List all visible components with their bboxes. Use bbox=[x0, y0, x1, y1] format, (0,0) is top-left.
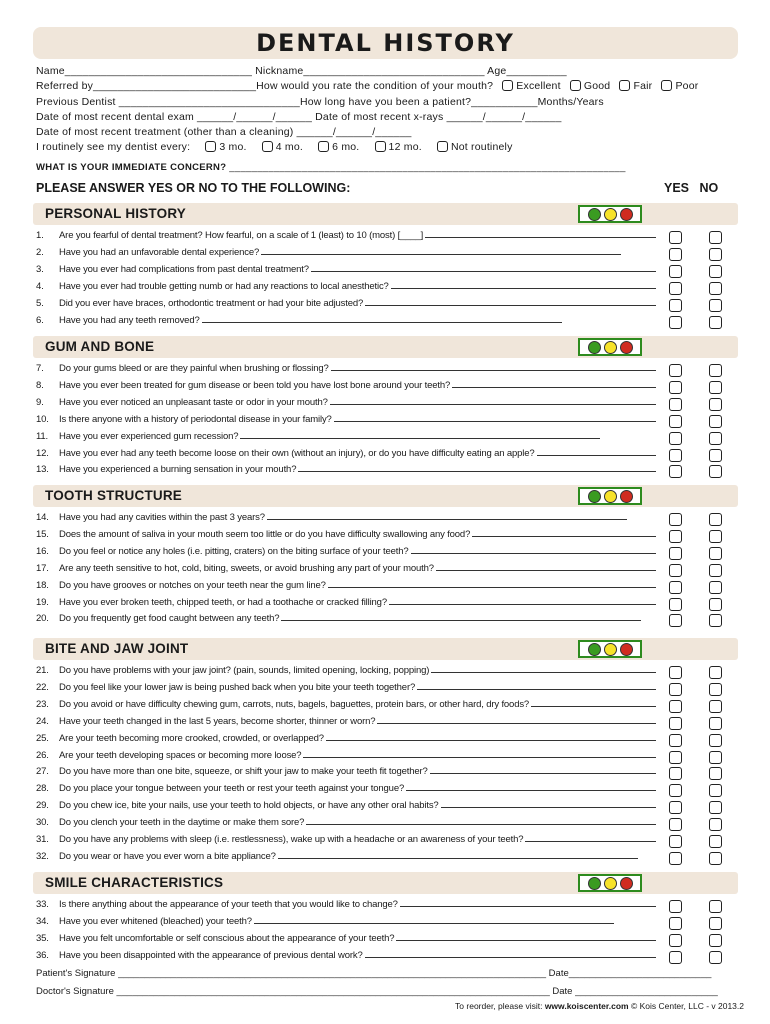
yes-checkbox[interactable] bbox=[669, 248, 682, 261]
section-smile-characteristics bbox=[33, 872, 738, 894]
referred-rating-line bbox=[36, 80, 698, 92]
section-title: BITE AND JAW JOINT bbox=[45, 641, 189, 656]
question-text: Have you ever had trouble getting numb or had any reactions to local anesthetic? bbox=[59, 281, 389, 292]
answer-line[interactable] bbox=[431, 665, 656, 673]
question-text: Do you avoid or have difficulty chewing gum, carrots, nuts, bagels, baguettes, protein bars, or other hard, dry foods? bbox=[59, 699, 530, 710]
no-checkbox[interactable] bbox=[709, 381, 722, 394]
yellow-light-icon bbox=[604, 877, 617, 890]
yellow-light-icon bbox=[604, 490, 617, 503]
question-text: Do you chew ice, bite your nails, use your teeth to hold objects, or have any other oral habits? bbox=[59, 800, 439, 811]
question-text: Do you place your tongue between your teeth or rest your teeth against your tongue? bbox=[59, 783, 405, 794]
rating-poor-checkbox[interactable] bbox=[661, 80, 672, 91]
question-number: 6. bbox=[36, 315, 44, 326]
question-text: Is there anyone with a history of periodontal disease in your family? bbox=[59, 414, 332, 425]
recent-treatment-line[interactable]: Date of most recent treatment (other than a cleaning) ______/______/______ bbox=[36, 126, 412, 138]
no-checkbox[interactable] bbox=[709, 801, 722, 814]
question-row bbox=[36, 750, 656, 766]
yes-checkbox[interactable] bbox=[669, 784, 682, 797]
yes-checkbox[interactable] bbox=[669, 364, 682, 377]
question-number: 15. bbox=[36, 529, 49, 540]
answer-line[interactable] bbox=[311, 264, 656, 272]
no-checkbox[interactable] bbox=[709, 784, 722, 797]
green-light-icon bbox=[588, 208, 601, 221]
question-text: Do you clench your teeth in the daytime or make them sore? bbox=[59, 817, 305, 828]
answer-line[interactable] bbox=[261, 247, 621, 255]
question-row bbox=[36, 414, 656, 430]
question-number: 32. bbox=[36, 851, 49, 862]
yes-checkbox[interactable] bbox=[669, 751, 682, 764]
answer-line[interactable] bbox=[537, 448, 656, 456]
yes-checkbox[interactable] bbox=[669, 449, 682, 462]
answer-line[interactable] bbox=[298, 464, 656, 472]
answer-line[interactable] bbox=[425, 230, 656, 238]
yes-checkbox[interactable] bbox=[669, 734, 682, 747]
immediate-concern[interactable] bbox=[36, 162, 626, 173]
question-text: Do you have problems with your jaw joint? (pain, sounds, limited opening, locking, popping) bbox=[59, 665, 430, 676]
answer-line[interactable] bbox=[472, 529, 656, 537]
yes-checkbox[interactable] bbox=[669, 231, 682, 244]
rating-good-label: Good bbox=[583, 80, 611, 92]
section-gum-and-bone bbox=[33, 336, 738, 358]
no-checkbox[interactable] bbox=[709, 513, 722, 526]
no-checkbox[interactable] bbox=[709, 398, 722, 411]
no-checkbox[interactable] bbox=[709, 364, 722, 377]
question-text: Have you ever had complications from past dental treatment? bbox=[59, 264, 309, 275]
question-row bbox=[36, 264, 656, 280]
footer-prefix: To reorder, please visit: bbox=[455, 1001, 545, 1011]
question-text: Are any teeth sensitive to hot, cold, biting, sweets, or avoid brushing any part of your mouth? bbox=[59, 563, 434, 574]
question-number: 8. bbox=[36, 380, 44, 391]
answer-line[interactable] bbox=[411, 546, 656, 554]
no-checkbox[interactable] bbox=[709, 598, 722, 611]
section-title: PERSONAL HISTORY bbox=[45, 206, 186, 221]
section-personal-history bbox=[33, 203, 738, 225]
freq-12mo-label: 12 mo. bbox=[388, 141, 422, 153]
question-row bbox=[36, 298, 656, 314]
no-checkbox[interactable] bbox=[709, 666, 722, 679]
question-text: Is there anything about the appearance of your teeth that you would like to change? bbox=[59, 899, 398, 910]
yes-checkbox[interactable] bbox=[669, 564, 682, 577]
question-row bbox=[36, 916, 656, 932]
question-text: Have you ever had any teeth become loose on their own (without an injury), or do you have difficulty eating an apple? bbox=[59, 448, 535, 459]
section-bite-and-jaw-joint bbox=[33, 638, 738, 660]
question-row bbox=[36, 247, 656, 263]
question-number: 4. bbox=[36, 281, 44, 292]
question-number: 12. bbox=[36, 448, 49, 459]
question-number: 24. bbox=[36, 716, 49, 727]
red-light-icon bbox=[620, 341, 633, 354]
yellow-light-icon bbox=[604, 341, 617, 354]
answer-line[interactable] bbox=[267, 512, 627, 520]
green-light-icon bbox=[588, 341, 601, 354]
section-title: TOOTH STRUCTURE bbox=[45, 488, 182, 503]
rating-fair-checkbox[interactable] bbox=[619, 80, 630, 91]
question-number: 30. bbox=[36, 817, 49, 828]
rating-excellent-checkbox[interactable] bbox=[502, 80, 513, 91]
question-row bbox=[36, 363, 656, 379]
question-row bbox=[36, 315, 656, 331]
answer-line[interactable] bbox=[417, 682, 656, 690]
question-text: Are your teeth developing spaces or becoming more loose? bbox=[59, 750, 302, 761]
question-number: 14. bbox=[36, 512, 49, 523]
no-checkbox[interactable] bbox=[709, 465, 722, 478]
yellow-light-icon bbox=[604, 208, 617, 221]
no-checkbox[interactable] bbox=[709, 316, 722, 329]
answer-line[interactable] bbox=[278, 851, 638, 859]
yes-checkbox[interactable] bbox=[669, 415, 682, 428]
green-light-icon bbox=[588, 643, 601, 656]
yes-checkbox[interactable] bbox=[669, 581, 682, 594]
question-text: Have you had any teeth removed? bbox=[59, 315, 200, 326]
instructions: PLEASE ANSWER YES OR NO TO THE FOLLOWING: bbox=[36, 181, 351, 195]
no-checkbox[interactable] bbox=[709, 751, 722, 764]
question-number: 2. bbox=[36, 247, 44, 258]
yes-checkbox[interactable] bbox=[669, 316, 682, 329]
question-row bbox=[36, 950, 656, 966]
yes-checkbox[interactable] bbox=[669, 700, 682, 713]
doctor-signature-line[interactable]: Doctor's Signature __________________________________________________________________________________ Date ___________________________ bbox=[36, 986, 718, 997]
no-checkbox[interactable] bbox=[709, 852, 722, 865]
answer-line[interactable] bbox=[202, 315, 562, 323]
question-number: 20. bbox=[36, 613, 49, 624]
question-number: 33. bbox=[36, 899, 49, 910]
no-column-label: NO bbox=[699, 181, 719, 195]
rating-good-checkbox[interactable] bbox=[570, 80, 581, 91]
yes-checkbox[interactable] bbox=[669, 835, 682, 848]
green-light-icon bbox=[588, 877, 601, 890]
question-text: Do you feel or notice any holes (i.e. pitting, craters) on the biting surface of your teeth? bbox=[59, 546, 409, 557]
no-checkbox[interactable] bbox=[709, 564, 722, 577]
yes-checkbox[interactable] bbox=[669, 598, 682, 611]
question-number: 17. bbox=[36, 563, 49, 574]
question-text: Does the amount of saliva in your mouth seem too little or do you have difficulty swallowing any food? bbox=[59, 529, 471, 540]
yes-checkbox[interactable] bbox=[669, 381, 682, 394]
question-row bbox=[36, 448, 656, 464]
patient-signature-line[interactable]: Patient's Signature _________________________________________________________________________________ Date___________________________ bbox=[36, 968, 712, 979]
question-row bbox=[36, 800, 656, 816]
question-number: 18. bbox=[36, 580, 49, 591]
question-number: 13. bbox=[36, 464, 49, 475]
answer-line[interactable] bbox=[328, 580, 656, 588]
question-row bbox=[36, 230, 656, 246]
red-light-icon bbox=[620, 877, 633, 890]
answer-line[interactable] bbox=[396, 933, 656, 941]
visit-frequency-line bbox=[36, 141, 513, 153]
answer-line[interactable] bbox=[389, 597, 656, 605]
red-light-icon bbox=[620, 643, 633, 656]
answer-line[interactable] bbox=[525, 834, 656, 842]
concern-label: WHAT IS YOUR IMMEDIATE CONCERN? bbox=[36, 162, 227, 173]
question-number: 22. bbox=[36, 682, 49, 693]
traffic-light-icon bbox=[578, 338, 642, 356]
traffic-light-icon bbox=[578, 487, 642, 505]
answer-line[interactable] bbox=[281, 613, 641, 621]
yes-checkbox[interactable] bbox=[669, 432, 682, 445]
question-row bbox=[36, 733, 656, 749]
question-number: 7. bbox=[36, 363, 44, 374]
yes-no-header bbox=[664, 181, 718, 195]
question-text: Have you ever whitened (bleached) your teeth? bbox=[59, 916, 252, 927]
question-text: Have you ever experienced gum recession? bbox=[59, 431, 239, 442]
question-number: 27. bbox=[36, 766, 49, 777]
no-checkbox[interactable] bbox=[709, 734, 722, 747]
question-number: 3. bbox=[36, 264, 44, 275]
no-checkbox[interactable] bbox=[709, 547, 722, 560]
yes-checkbox[interactable] bbox=[669, 852, 682, 865]
question-row bbox=[36, 613, 656, 629]
question-row bbox=[36, 783, 656, 799]
freq-not-routinely-checkbox[interactable] bbox=[437, 141, 448, 152]
question-row bbox=[36, 380, 656, 396]
no-checkbox[interactable] bbox=[709, 248, 722, 261]
no-checkbox[interactable] bbox=[709, 917, 722, 930]
yes-checkbox[interactable] bbox=[669, 717, 682, 730]
yes-checkbox[interactable] bbox=[669, 767, 682, 780]
freq-3mo-checkbox[interactable] bbox=[205, 141, 216, 152]
freq-not-routinely-label: Not routinely bbox=[450, 141, 513, 153]
answer-line[interactable] bbox=[391, 281, 656, 289]
yes-checkbox[interactable] bbox=[669, 614, 682, 627]
question-row bbox=[36, 899, 656, 915]
question-text: Are you fearful of dental treatment? How fearful, on a scale of 1 (least) to 10 (most) [____] bbox=[59, 230, 424, 241]
yes-checkbox[interactable] bbox=[669, 818, 682, 831]
question-number: 19. bbox=[36, 597, 49, 608]
no-checkbox[interactable] bbox=[709, 265, 722, 278]
no-checkbox[interactable] bbox=[709, 683, 722, 696]
yes-checkbox[interactable] bbox=[669, 530, 682, 543]
question-row bbox=[36, 431, 656, 447]
question-number: 16. bbox=[36, 546, 49, 557]
question-number: 23. bbox=[36, 699, 49, 710]
question-text: Do you wear or have you ever worn a bite appliance? bbox=[59, 851, 276, 862]
yes-checkbox[interactable] bbox=[669, 513, 682, 526]
question-number: 1. bbox=[36, 230, 44, 241]
answer-line[interactable] bbox=[326, 733, 656, 741]
yes-checkbox[interactable] bbox=[669, 951, 682, 964]
question-row bbox=[36, 766, 656, 782]
referred-by-label[interactable]: Referred by___________________________How would you rate the condition of your mouth? bbox=[36, 80, 494, 92]
answer-line[interactable] bbox=[303, 750, 656, 758]
question-number: 5. bbox=[36, 298, 44, 309]
question-row bbox=[36, 817, 656, 833]
question-text: Have you had an unfavorable dental experience? bbox=[59, 247, 260, 258]
name-nickname-age-line[interactable]: Name_______________________________ Nickname______________________________ Age__________ bbox=[36, 65, 567, 77]
question-text: Do you feel like your lower jaw is being pushed back when you bite your teeth together? bbox=[59, 682, 416, 693]
question-text: Do your gums bleed or are they painful when brushing or flossing? bbox=[59, 363, 329, 374]
question-row bbox=[36, 563, 656, 579]
freq-4mo-label: 4 mo. bbox=[275, 141, 304, 153]
question-number: 26. bbox=[36, 750, 49, 761]
previous-dentist-line[interactable]: Previous Dentist ______________________________How long have you been a patient?___________Months/Years bbox=[36, 96, 604, 108]
footer-copyright: © Kois Center, LLC - v 2013.2 bbox=[628, 1001, 744, 1011]
question-text: Have you been disappointed with the appearance of previous dental work? bbox=[59, 950, 363, 961]
yes-checkbox[interactable] bbox=[669, 900, 682, 913]
question-number: 35. bbox=[36, 933, 49, 944]
answer-line[interactable] bbox=[331, 363, 656, 371]
question-row bbox=[36, 933, 656, 949]
green-light-icon bbox=[588, 490, 601, 503]
yes-checkbox[interactable] bbox=[669, 465, 682, 478]
answer-line[interactable] bbox=[254, 916, 614, 924]
question-text: Do you have grooves or notches on your teeth near the gum line? bbox=[59, 580, 326, 591]
answer-line[interactable] bbox=[240, 431, 600, 439]
question-row bbox=[36, 546, 656, 562]
no-checkbox[interactable] bbox=[709, 717, 722, 730]
question-row bbox=[36, 512, 656, 528]
question-row bbox=[36, 682, 656, 698]
section-title: SMILE CHARACTERISTICS bbox=[45, 875, 224, 890]
concern-input-line[interactable]: _______________________________________________________________________ bbox=[229, 162, 626, 173]
answer-line[interactable] bbox=[531, 699, 656, 707]
answer-line[interactable] bbox=[441, 800, 656, 808]
answer-line[interactable] bbox=[436, 563, 656, 571]
question-row bbox=[36, 597, 656, 613]
answer-line[interactable] bbox=[452, 380, 656, 388]
question-row bbox=[36, 529, 656, 545]
rating-poor-label: Poor bbox=[675, 80, 699, 92]
question-row bbox=[36, 281, 656, 297]
traffic-light-icon bbox=[578, 640, 642, 658]
footer bbox=[455, 1001, 744, 1011]
yes-checkbox[interactable] bbox=[669, 282, 682, 295]
answer-line[interactable] bbox=[377, 716, 656, 724]
no-checkbox[interactable] bbox=[709, 767, 722, 780]
question-number: 31. bbox=[36, 834, 49, 845]
yellow-light-icon bbox=[604, 643, 617, 656]
frequency-label: I routinely see my dentist every: bbox=[36, 141, 191, 153]
question-text: Have you ever broken teeth, chipped teeth, or had a toothache or cracked filling? bbox=[59, 597, 387, 608]
rating-fair-label: Fair bbox=[633, 80, 653, 92]
question-number: 29. bbox=[36, 800, 49, 811]
question-row bbox=[36, 464, 656, 480]
traffic-light-icon bbox=[578, 874, 642, 892]
yes-checkbox[interactable] bbox=[669, 934, 682, 947]
question-text: Do you frequently get food caught between any teeth? bbox=[59, 613, 280, 624]
yes-checkbox[interactable] bbox=[669, 299, 682, 312]
yes-checkbox[interactable] bbox=[669, 801, 682, 814]
red-light-icon bbox=[620, 208, 633, 221]
yes-column-label: YES bbox=[664, 181, 690, 195]
no-checkbox[interactable] bbox=[709, 299, 722, 312]
no-checkbox[interactable] bbox=[709, 700, 722, 713]
question-text: Did you ever have braces, orthodontic treatment or had your bite adjusted? bbox=[59, 298, 364, 309]
freq-6mo-label: 6 mo. bbox=[332, 141, 360, 153]
question-number: 34. bbox=[36, 916, 49, 927]
question-number: 21. bbox=[36, 665, 49, 676]
no-checkbox[interactable] bbox=[709, 231, 722, 244]
traffic-light-icon bbox=[578, 205, 642, 223]
question-number: 10. bbox=[36, 414, 49, 425]
question-text: Have you had any cavities within the past 3 years? bbox=[59, 512, 265, 523]
answer-line[interactable] bbox=[400, 899, 656, 907]
answer-line[interactable] bbox=[306, 817, 656, 825]
section-title: GUM AND BONE bbox=[45, 339, 155, 354]
question-text: Have you experienced a burning sensation in your mouth? bbox=[59, 464, 297, 475]
no-checkbox[interactable] bbox=[709, 951, 722, 964]
answer-line[interactable] bbox=[365, 950, 656, 958]
section-tooth-structure bbox=[33, 485, 738, 507]
yes-checkbox[interactable] bbox=[669, 666, 682, 679]
yes-checkbox[interactable] bbox=[669, 265, 682, 278]
question-text: Are your teeth becoming more crooked, crowded, or overlapped? bbox=[59, 733, 324, 744]
recent-exam-xray-line[interactable]: Date of most recent dental exam ______/______/______ Date of most recent x-rays ______/______/______ bbox=[36, 111, 562, 123]
no-checkbox[interactable] bbox=[709, 835, 722, 848]
question-row bbox=[36, 699, 656, 715]
answer-line[interactable] bbox=[430, 766, 656, 774]
yes-checkbox[interactable] bbox=[669, 398, 682, 411]
no-checkbox[interactable] bbox=[709, 415, 722, 428]
question-text: Have your teeth changed in the last 5 years, become shorter, thinner or worn? bbox=[59, 716, 376, 727]
freq-3mo-label: 3 mo. bbox=[219, 141, 247, 153]
yes-checkbox[interactable] bbox=[669, 547, 682, 560]
yes-checkbox[interactable] bbox=[669, 683, 682, 696]
question-number: 28. bbox=[36, 783, 49, 794]
question-text: Do you have more than one bite, squeeze, or shift your jaw to make your teeth fit together? bbox=[59, 766, 428, 777]
no-checkbox[interactable] bbox=[709, 818, 722, 831]
question-row bbox=[36, 716, 656, 732]
question-number: 36. bbox=[36, 950, 49, 961]
no-checkbox[interactable] bbox=[709, 581, 722, 594]
no-checkbox[interactable] bbox=[709, 900, 722, 913]
page-title: DENTAL HISTORY bbox=[33, 27, 738, 59]
answer-line[interactable] bbox=[406, 783, 656, 791]
question-row bbox=[36, 580, 656, 596]
no-checkbox[interactable] bbox=[709, 449, 722, 462]
rating-excellent-label: Excellent bbox=[516, 80, 561, 92]
question-number: 9. bbox=[36, 397, 44, 408]
freq-6mo-checkbox[interactable] bbox=[318, 141, 329, 152]
question-text: Do you have any problems with sleep (i.e. restlessness), wake up with a headache or an awareness of your teeth? bbox=[59, 834, 524, 845]
question-text: Have you ever been treated for gum disease or been told you have lost bone around your teeth? bbox=[59, 380, 451, 391]
answer-line[interactable] bbox=[330, 397, 656, 405]
question-row bbox=[36, 834, 656, 850]
freq-4mo-checkbox[interactable] bbox=[262, 141, 273, 152]
red-light-icon bbox=[620, 490, 633, 503]
question-text: Have you ever noticed an unpleasant taste or odor in your mouth? bbox=[59, 397, 328, 408]
no-checkbox[interactable] bbox=[709, 614, 722, 627]
question-row bbox=[36, 397, 656, 413]
freq-12mo-checkbox[interactable] bbox=[375, 141, 386, 152]
no-checkbox[interactable] bbox=[709, 934, 722, 947]
question-number: 11. bbox=[36, 431, 49, 442]
no-checkbox[interactable] bbox=[709, 432, 722, 445]
question-row bbox=[36, 665, 656, 681]
no-checkbox[interactable] bbox=[709, 282, 722, 295]
no-checkbox[interactable] bbox=[709, 530, 722, 543]
answer-line[interactable] bbox=[365, 298, 656, 306]
footer-link[interactable]: www.koiscenter.com bbox=[544, 1001, 629, 1011]
question-text: Have you felt uncomfortable or self conscious about the appearance of your teeth? bbox=[59, 933, 395, 944]
question-row bbox=[36, 851, 656, 867]
question-number: 25. bbox=[36, 733, 49, 744]
answer-line[interactable] bbox=[334, 414, 656, 422]
yes-checkbox[interactable] bbox=[669, 917, 682, 930]
